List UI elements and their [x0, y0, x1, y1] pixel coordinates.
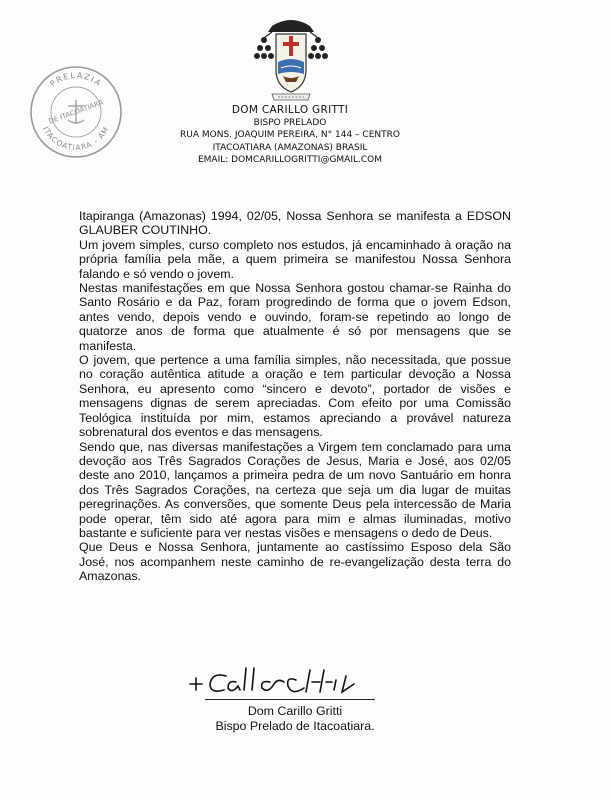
- letterhead-name: DOM CARILLO GRITTI: [231, 104, 349, 116]
- letter-paragraph: Que Deus e Nossa Senhora, juntamente ao castíssimo Esposo dela São José, nos acompanhem neste caminho de re-evangelização desta terra do Amazonas.: [79, 540, 511, 584]
- stamp-top-text: PRELAZIA: [48, 70, 104, 89]
- letterhead: [150, 104, 430, 167]
- signature-icon: [186, 662, 386, 702]
- prelazia-stamp-icon: [28, 64, 124, 160]
- letter-body: [79, 209, 511, 584]
- signature-line: [205, 699, 375, 700]
- letterhead-title: BISPO PRELADO: [253, 117, 327, 128]
- letter-paragraph: Um jovem simples, curso completo nos estudos, já encaminhado à oração na própria família pela mãe, a quem primeira se manifestou Nossa Senhora falando e só vendo o jovem.: [79, 237, 511, 281]
- coat-of-arms-icon: [250, 12, 332, 106]
- letterhead-email: EMAIL: DOMCARILLOGRITTI@GMAIL.COM: [197, 155, 383, 165]
- letterhead-city: ITACOATIARA (AMAZONAS) BRASIL: [212, 142, 368, 153]
- svg-text:ITACOATIARA - AM: [41, 125, 111, 152]
- signer-name: Dom Carillo Gritti: [247, 704, 343, 718]
- signer-role: Bispo Prelado de Itacoatiara.: [215, 719, 375, 733]
- letter-paragraph: Itapiranga (Amazonas) 1994, 02/05, Nossa Senhora se manifesta a EDSON GLAUBER COUTINHO.: [79, 209, 511, 238]
- letter-paragraph: Sendo que, nas diversas manifestações a Virgem tem conclamado para uma devoção aos Três Sagrados Corações de Jesus, Maria e José, aos 02/05 deste ano 2010, lançamos a primeira pedra de um novo Santuário em honra dos Três Sagrados Corações, na certeza que seja um dia lugar de muitas peregrinações. As conversões, que somente Deus pela intercessão de Maria pode operar, têm sido até agora para mim e almas iluminadas, motivo bastante e suficiente para ver nestas visões e mensagens o dedo de Deus.: [79, 439, 511, 540]
- signature-block: [190, 704, 400, 734]
- svg-text:PRELAZIA: [48, 71, 103, 89]
- stamp-bottom-text: ITACOATIARA - AM: [41, 124, 112, 153]
- stamp-mid-text: DE ITACOATIARA: [47, 98, 105, 126]
- letter-paragraph: Nestas manifestações em que Nossa Senhora gostou chamar-se Rainha do Santo Rosário e da Paz, foram progredindo de forma que o jovem Edson, antes vendo, depois vendo e ouvindo, foram-se repetindo ao longo de quatorze anos de forma que atualmente é só por mensagens que se manifesta.: [79, 281, 511, 353]
- letterhead-address: RUA MONS. JOAQUIM PEREIRA, N° 144 – CENTRO: [180, 130, 400, 140]
- letter-paragraph: O jovem, que pertence a uma família simples, não necessitada, que possue no coração autêntica atitude a oração e tem particular devoção a Nossa Senhora, eu apresento como “sincero e devoto”, portador de visões e mensagens dignas de serem apreciadas. Com efeito por uma Comissão Teológica instituída por mim, estamos apreciando a provável natureza sobrenatural dos eventos e das mensagens.: [79, 353, 511, 440]
